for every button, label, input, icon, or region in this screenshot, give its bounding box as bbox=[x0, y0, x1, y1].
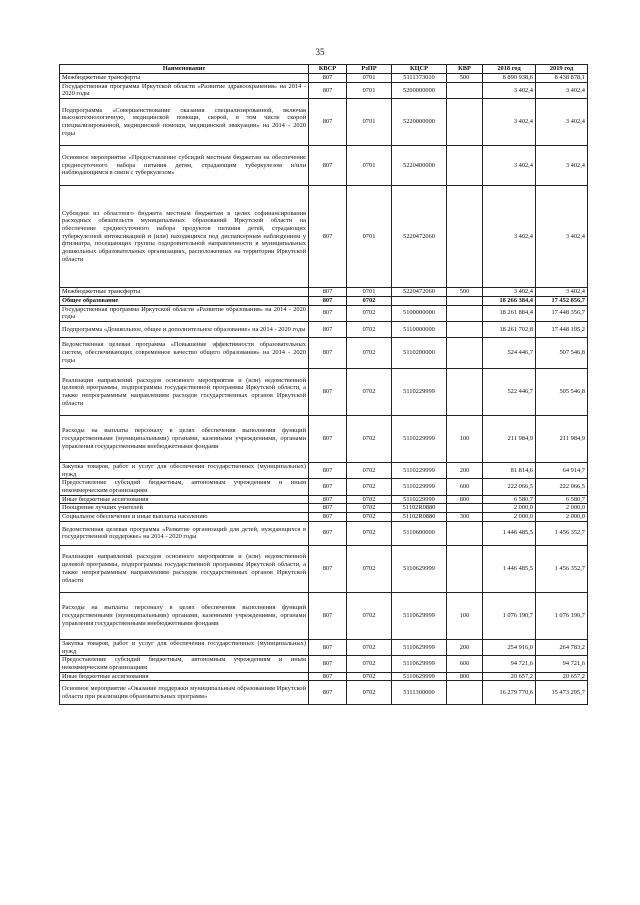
cell-kvsr: 807 bbox=[309, 495, 347, 504]
table-row bbox=[60, 592, 588, 639]
cell-name: Иные бюджетные ассигнования bbox=[60, 672, 309, 681]
table-row bbox=[60, 462, 588, 478]
cell-y2019: 8 438 878,1 bbox=[536, 74, 588, 83]
cell-y2018: 3 402,4 bbox=[483, 146, 536, 186]
cell-kcsr: 5200000000 bbox=[392, 82, 447, 98]
cell-kcsr: 5110629999 bbox=[392, 639, 447, 655]
cell-kvsr: 807 bbox=[309, 462, 347, 478]
cell-y2018: 6 580,7 bbox=[483, 495, 536, 504]
cell-kvr bbox=[447, 186, 483, 288]
cell-kvr bbox=[447, 521, 483, 545]
table-row bbox=[60, 82, 588, 98]
table-row bbox=[60, 672, 588, 681]
cell-name: Реализация направлений расходов основного мероприятия и (или) ведомственной целевой программы, подпрограммы государственной программы Иркутской области, а также непрограммным направлениям расходов государственных органов Иркутской области bbox=[60, 545, 309, 592]
cell-y2019: 1 076 190,7 bbox=[536, 592, 588, 639]
cell-y2019: 211 984,9 bbox=[536, 415, 588, 462]
cell-y2019: 1 456 352,7 bbox=[536, 521, 588, 545]
cell-kvsr: 807 bbox=[309, 521, 347, 545]
cell-kcsr: 5110229999 bbox=[392, 495, 447, 504]
table-row bbox=[60, 186, 588, 288]
cell-kvsr: 807 bbox=[309, 479, 347, 495]
cell-y2018: 18 266 384,4 bbox=[483, 296, 536, 305]
cell-y2019: 15 473 295,7 bbox=[536, 681, 588, 705]
cell-kvsr: 807 bbox=[309, 415, 347, 462]
cell-name: Субсидии из областного бюджета местным бюджетам в целях софинансирования расходных обязательств муниципальных образований Иркутской области на обеспечение среднесуточного набора продуктов питания детей, страдающих туберкулезной интоксикацией и (или) находящихся под диспансерным наблюдением у фтизиатра, посещающих группы оздоровительной направленности в муниципальных дошкольных образовательных организациях, расположенных на территории Иркутской области bbox=[60, 186, 309, 288]
cell-name: Государственная программа Иркутской области «Развитие здравоохранения» на 2014 - 2020 годы bbox=[60, 82, 309, 98]
page-number: 35 bbox=[315, 47, 325, 57]
cell-kvsr: 807 bbox=[309, 368, 347, 415]
cell-rzpr: 0701 bbox=[347, 74, 392, 83]
cell-kcsr: 51102R0880 bbox=[392, 513, 447, 522]
cell-kcsr bbox=[392, 296, 447, 305]
cell-y2018: 1 076 190,7 bbox=[483, 592, 536, 639]
cell-kcsr: 5100000000 bbox=[392, 305, 447, 321]
cell-rzpr: 0702 bbox=[347, 321, 392, 337]
cell-kcsr: 5110200000 bbox=[392, 337, 447, 368]
cell-name: Межбюджетные трансферты bbox=[60, 74, 309, 83]
cell-kvsr: 807 bbox=[309, 337, 347, 368]
cell-y2019: 17 452 856,7 bbox=[536, 296, 588, 305]
cell-rzpr: 0702 bbox=[347, 592, 392, 639]
table-row bbox=[60, 681, 588, 705]
cell-name: Основное мероприятие «Оказание поддержки муниципальным образованиям Иркутской области при реализации образовательных программ» bbox=[60, 681, 309, 705]
cell-rzpr: 0701 bbox=[347, 288, 392, 297]
header-2018: 2018 год bbox=[483, 65, 536, 74]
cell-kvsr: 807 bbox=[309, 305, 347, 321]
cell-kvsr: 807 bbox=[309, 672, 347, 681]
cell-rzpr: 0702 bbox=[347, 504, 392, 513]
cell-rzpr: 0701 bbox=[347, 99, 392, 146]
cell-kvr: 500 bbox=[447, 74, 483, 83]
cell-kcsr: 5110629999 bbox=[392, 592, 447, 639]
cell-kvsr: 807 bbox=[309, 321, 347, 337]
table-row bbox=[60, 99, 588, 146]
cell-name: Предоставление субсидий бюджетным, автономным учреждениям и иным некоммерческим организациям bbox=[60, 479, 309, 495]
cell-kvr: 600 bbox=[447, 479, 483, 495]
cell-kcsr: 5110629999 bbox=[392, 672, 447, 681]
cell-kvr: 300 bbox=[447, 513, 483, 522]
cell-y2019: 264 783,2 bbox=[536, 639, 588, 655]
header-2019: 2019 год bbox=[536, 65, 588, 74]
table-row bbox=[60, 639, 588, 655]
table-row bbox=[60, 296, 588, 305]
cell-kvr bbox=[447, 545, 483, 592]
cell-y2019: 20 657,2 bbox=[536, 672, 588, 681]
cell-kcsr: 5110000000 bbox=[392, 321, 447, 337]
cell-name: Ведомственная целевая программа «Развитие организаций для детей, нуждающихся в государственной поддержке» на 2014 - 2020 годы bbox=[60, 521, 309, 545]
cell-y2018: 16 279 770,6 bbox=[483, 681, 536, 705]
cell-y2019: 3 402,4 bbox=[536, 288, 588, 297]
cell-kcsr: 51102R0880 bbox=[392, 504, 447, 513]
cell-name: Общее образование bbox=[60, 296, 309, 305]
cell-kvsr: 807 bbox=[309, 504, 347, 513]
cell-y2019: 64 914,7 bbox=[536, 462, 588, 478]
table-row bbox=[60, 521, 588, 545]
cell-y2019: 3 402,4 bbox=[536, 186, 588, 288]
cell-name: Подпрограмма «Дошкольное, общее и дополнительное образование» на 2014 - 2020 годы bbox=[60, 321, 309, 337]
cell-name: Реализация направлений расходов основного мероприятия и (или) ведомственной целевой программы, подпрограммы государственной программы Иркутской области, а также непрограммным направлениям расходов государственных органов Иркутской области bbox=[60, 368, 309, 415]
cell-y2018: 2 000,0 bbox=[483, 513, 536, 522]
header-kcsr: КЦСР bbox=[392, 65, 447, 74]
cell-rzpr: 0702 bbox=[347, 495, 392, 504]
cell-rzpr: 0702 bbox=[347, 545, 392, 592]
cell-kvr bbox=[447, 146, 483, 186]
cell-y2019: 507 546,8 bbox=[536, 337, 588, 368]
cell-kvr bbox=[447, 368, 483, 415]
cell-y2018: 3 402,4 bbox=[483, 82, 536, 98]
table-row bbox=[60, 146, 588, 186]
cell-kvsr: 807 bbox=[309, 186, 347, 288]
cell-y2018: 211 984,9 bbox=[483, 415, 536, 462]
cell-kvr bbox=[447, 82, 483, 98]
cell-name: Социальное обеспечение и иные выплаты населению bbox=[60, 513, 309, 522]
cell-kvr: 600 bbox=[447, 656, 483, 672]
table-row bbox=[60, 368, 588, 415]
cell-rzpr: 0702 bbox=[347, 513, 392, 522]
table-row bbox=[60, 495, 588, 504]
cell-kvr bbox=[447, 296, 483, 305]
cell-kcsr: 5110600000 bbox=[392, 521, 447, 545]
cell-name: Закупка товаров, работ и услуг для обеспечения государственных (муниципальных) нужд bbox=[60, 462, 309, 478]
cell-y2018: 18 261 702,8 bbox=[483, 321, 536, 337]
cell-kcsr: 5110229999 bbox=[392, 462, 447, 478]
cell-rzpr: 0701 bbox=[347, 82, 392, 98]
cell-kvr: 800 bbox=[447, 495, 483, 504]
cell-kvsr: 807 bbox=[309, 513, 347, 522]
cell-kvr: 500 bbox=[447, 288, 483, 297]
table-row bbox=[60, 479, 588, 495]
table-row bbox=[60, 504, 588, 513]
cell-y2018: 81 814,6 bbox=[483, 462, 536, 478]
cell-name: Межбюджетные трансферты bbox=[60, 288, 309, 297]
cell-y2018: 254 916,0 bbox=[483, 639, 536, 655]
table-row bbox=[60, 513, 588, 522]
header-rzpr: РзПР bbox=[347, 65, 392, 74]
table-row bbox=[60, 321, 588, 337]
cell-y2018: 522 446,7 bbox=[483, 368, 536, 415]
cell-kvsr: 807 bbox=[309, 592, 347, 639]
cell-y2019: 17 448 195,2 bbox=[536, 321, 588, 337]
cell-kcsr: 5220000000 bbox=[392, 99, 447, 146]
table-row bbox=[60, 656, 588, 672]
cell-kvsr: 807 bbox=[309, 681, 347, 705]
cell-kcsr: 5111373010 bbox=[392, 74, 447, 83]
cell-y2018: 3 402,4 bbox=[483, 99, 536, 146]
cell-rzpr: 0702 bbox=[347, 479, 392, 495]
cell-y2019: 1 456 352,7 bbox=[536, 545, 588, 592]
header-kvr: КВР bbox=[447, 65, 483, 74]
cell-kvr bbox=[447, 337, 483, 368]
cell-kvr bbox=[447, 99, 483, 146]
cell-rzpr: 0702 bbox=[347, 681, 392, 705]
cell-kvr: 100 bbox=[447, 415, 483, 462]
cell-y2018: 3 402,4 bbox=[483, 186, 536, 288]
cell-kvr: 100 bbox=[447, 592, 483, 639]
budget-table bbox=[59, 64, 588, 705]
cell-kvr bbox=[447, 681, 483, 705]
cell-y2019: 3 402,4 bbox=[536, 99, 588, 146]
cell-y2019: 17 448 356,7 bbox=[536, 305, 588, 321]
cell-rzpr: 0702 bbox=[347, 415, 392, 462]
table-row bbox=[60, 305, 588, 321]
cell-rzpr: 0702 bbox=[347, 337, 392, 368]
cell-y2018: 8 890 938,6 bbox=[483, 74, 536, 83]
cell-name: Иные бюджетные ассигнования bbox=[60, 495, 309, 504]
cell-y2019: 222 066,5 bbox=[536, 479, 588, 495]
cell-kcsr: 5220472060 bbox=[392, 288, 447, 297]
cell-y2018: 2 000,0 bbox=[483, 504, 536, 513]
cell-kcsr: 5110629999 bbox=[392, 545, 447, 592]
cell-y2019: 2 000,0 bbox=[536, 513, 588, 522]
cell-y2018: 94 721,6 bbox=[483, 656, 536, 672]
cell-name: Основное мероприятие «Предоставление субсидий местным бюджетам на обеспечение среднесуточного набора питания детям, страдающим туберкулезом и/или наблюдающимся в связи с туберкулезом» bbox=[60, 146, 309, 186]
cell-kvr: 200 bbox=[447, 639, 483, 655]
cell-kvsr: 807 bbox=[309, 656, 347, 672]
cell-name: Закупка товаров, работ и услуг для обеспечения государственных (муниципальных) нужд bbox=[60, 639, 309, 655]
cell-y2018: 3 402,4 bbox=[483, 288, 536, 297]
cell-y2019: 3 402,4 bbox=[536, 82, 588, 98]
table-row bbox=[60, 288, 588, 297]
cell-y2018: 1 446 485,5 bbox=[483, 545, 536, 592]
cell-kvr bbox=[447, 321, 483, 337]
table-row bbox=[60, 545, 588, 592]
cell-rzpr: 0702 bbox=[347, 462, 392, 478]
cell-kvr bbox=[447, 305, 483, 321]
cell-y2019: 6 580,7 bbox=[536, 495, 588, 504]
cell-rzpr: 0702 bbox=[347, 639, 392, 655]
cell-kcsr: 5110229999 bbox=[392, 415, 447, 462]
table-row bbox=[60, 415, 588, 462]
cell-kvr: 800 bbox=[447, 672, 483, 681]
table-row bbox=[60, 74, 588, 83]
table-header-row bbox=[60, 65, 588, 74]
table-row bbox=[60, 337, 588, 368]
cell-y2019: 505 546,8 bbox=[536, 368, 588, 415]
cell-kvr: 200 bbox=[447, 462, 483, 478]
cell-y2018: 524 446,7 bbox=[483, 337, 536, 368]
cell-rzpr: 0701 bbox=[347, 186, 392, 288]
cell-name: Поощрение лучших учителей bbox=[60, 504, 309, 513]
header-kvsr: КВСР bbox=[309, 65, 347, 74]
cell-name: Подпрограмма «Совершенствование оказания специализированной, включая высокотехнологичную, медицинской помощи, скорой, в том числе скорой специализированной, медицинской помощи, медицинской эвакуации» на 2014 - 2020 годы bbox=[60, 99, 309, 146]
cell-name: Предоставление субсидий бюджетным, автономным учреждениям и иным некоммерческим организациям bbox=[60, 656, 309, 672]
cell-kcsr: 5220400000 bbox=[392, 146, 447, 186]
cell-kvsr: 807 bbox=[309, 74, 347, 83]
cell-rzpr: 0702 bbox=[347, 296, 392, 305]
cell-y2018: 18 261 884,4 bbox=[483, 305, 536, 321]
cell-name: Расходы на выплаты персоналу в целях обеспечения выполнения функций государственными (муниципальными) органами, казенными учреждениями, органами управления государственными внебюджетными фондами bbox=[60, 415, 309, 462]
cell-name: Государственная программа Иркутской области «Развитие образования» на 2014 - 2020 годы bbox=[60, 305, 309, 321]
cell-kvsr: 807 bbox=[309, 82, 347, 98]
cell-rzpr: 0702 bbox=[347, 368, 392, 415]
cell-rzpr: 0702 bbox=[347, 656, 392, 672]
cell-kcsr: 5110229999 bbox=[392, 479, 447, 495]
cell-kcsr: 5110629999 bbox=[392, 656, 447, 672]
header-name: Наименование bbox=[60, 65, 309, 74]
cell-rzpr: 0702 bbox=[347, 672, 392, 681]
cell-rzpr: 0701 bbox=[347, 146, 392, 186]
cell-kcsr: 5111300000 bbox=[392, 681, 447, 705]
cell-name: Расходы на выплаты персоналу в целях обеспечения выполнения функций государственными (муниципальными) органами, казенными учреждениями, органами управления государственными внебюджетными фондами bbox=[60, 592, 309, 639]
cell-kcsr: 5110229999 bbox=[392, 368, 447, 415]
cell-rzpr: 0702 bbox=[347, 521, 392, 545]
cell-y2018: 1 446 485,5 bbox=[483, 521, 536, 545]
cell-y2018: 20 657,2 bbox=[483, 672, 536, 681]
cell-y2019: 3 402,4 bbox=[536, 146, 588, 186]
cell-kcsr: 5220472060 bbox=[392, 186, 447, 288]
cell-kvsr: 807 bbox=[309, 545, 347, 592]
cell-kvsr: 807 bbox=[309, 99, 347, 146]
cell-y2019: 94 721,6 bbox=[536, 656, 588, 672]
cell-kvsr: 807 bbox=[309, 146, 347, 186]
cell-kvsr: 807 bbox=[309, 296, 347, 305]
cell-kvr bbox=[447, 504, 483, 513]
cell-kvsr: 807 bbox=[309, 288, 347, 297]
cell-name: Ведомственная целевая программа «Повышение эффективности образовательных систем, обеспечивающих современное качество общего образования» на 2014 - 2020 годы bbox=[60, 337, 309, 368]
cell-y2018: 222 066,5 bbox=[483, 479, 536, 495]
cell-kvsr: 807 bbox=[309, 639, 347, 655]
cell-y2019: 2 000,0 bbox=[536, 504, 588, 513]
cell-rzpr: 0702 bbox=[347, 305, 392, 321]
